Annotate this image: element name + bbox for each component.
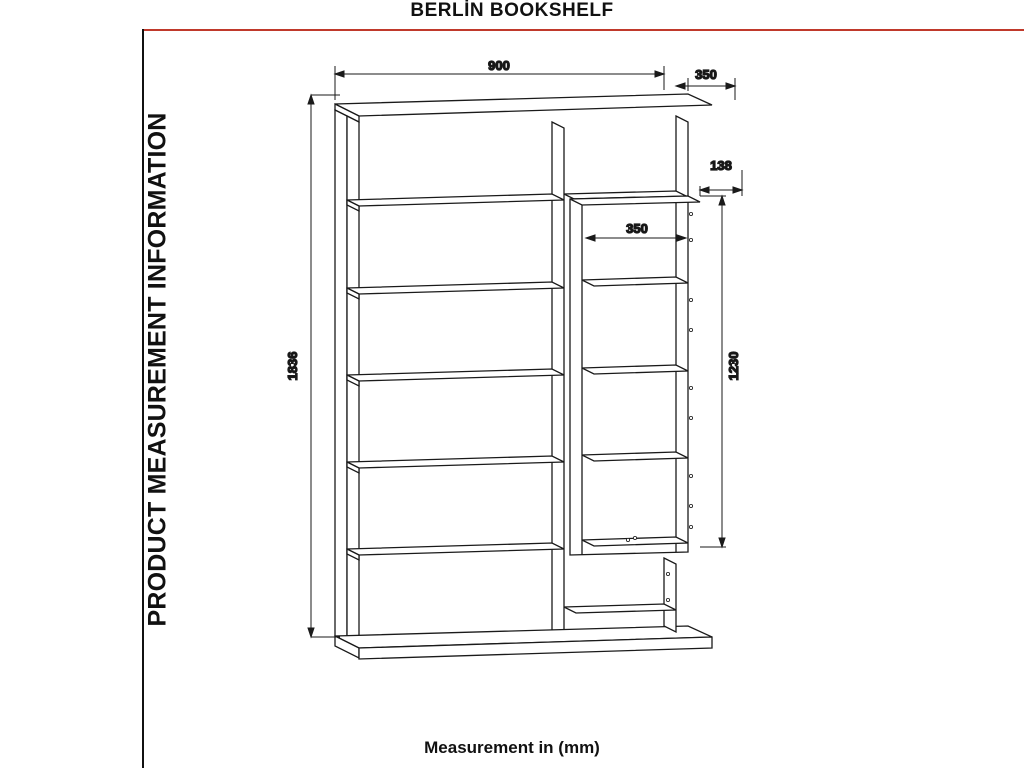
dim-height-right-module: 1230 bbox=[726, 351, 741, 381]
upper-right-vertical bbox=[676, 116, 688, 199]
top-panel bbox=[335, 94, 712, 122]
page-title: BERLİN BOOKSHELF bbox=[410, 0, 614, 21]
base-panel bbox=[335, 626, 712, 659]
base-right-vertical bbox=[664, 558, 676, 632]
dim-depth-box: 350 bbox=[626, 221, 648, 236]
dim-width-total: 900 bbox=[488, 58, 510, 73]
measurement-unit-note: Measurement in (mm) bbox=[424, 738, 600, 757]
shelf-left-3 bbox=[347, 369, 564, 386]
shelf-left-1 bbox=[347, 194, 564, 211]
right-module bbox=[570, 196, 700, 555]
shelf-left-4 bbox=[347, 456, 564, 473]
shelf-bottom-right bbox=[564, 604, 676, 613]
dim-depth-top: 350 bbox=[695, 67, 717, 82]
side-label: PRODUCT MEASUREMENT INFORMATION bbox=[143, 112, 172, 627]
dim-height-total: 1836 bbox=[285, 351, 300, 381]
dim-offset-138: 138 bbox=[710, 158, 732, 173]
shelf-left-5 bbox=[347, 543, 564, 560]
shelf-left-2 bbox=[347, 282, 564, 299]
